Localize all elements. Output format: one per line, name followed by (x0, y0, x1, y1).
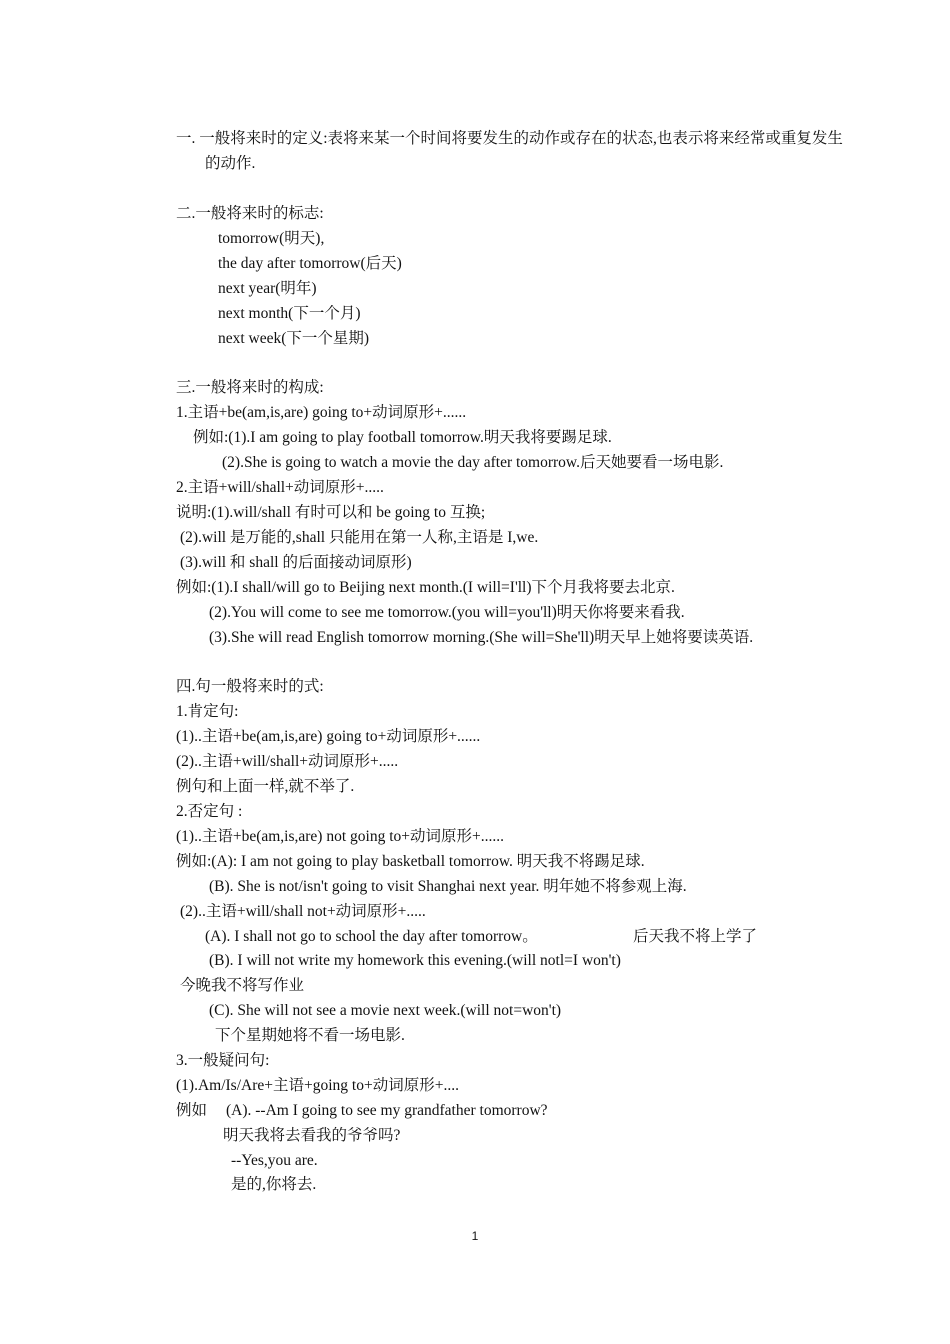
text-line: (B). I will not write my homework this evening.(will notl=I won't) (209, 952, 621, 969)
text-line: 例如 (176, 1102, 208, 1119)
text-line: 例如:(1).I shall/will go to Beijing next month.(I will=I'll)下个月我将要去北京. (176, 579, 675, 596)
text-line: 1.肯定句: (176, 703, 239, 720)
text-line-translation: 后天我不将上学了 (633, 928, 758, 945)
text-line: (2)..主语+will/shall+动词原形+..... (176, 753, 399, 770)
marker-item: next year(明年) (218, 280, 317, 297)
text-line: (1)..主语+be(am,is,are) going to+动词原形+...... (176, 728, 481, 745)
text-line: 3.一般疑问句: (176, 1052, 270, 1069)
text-line: 2.主语+will/shall+动词原形+..... (176, 479, 384, 496)
text-line: 例句和上面一样,就不举了. (176, 778, 355, 795)
text-line: 例如:(1).I am going to play football tomorrow.明天我将要踢足球. (193, 429, 612, 446)
marker-item: next week(下一个星期) (218, 330, 370, 347)
section-2-heading: 二.一般将来时的标志: (176, 205, 324, 222)
text-line: (2).will 是万能的,shall 只能用在第一人称,主语是 I,we. (180, 529, 539, 546)
marker-item: tomorrow(明天), (218, 230, 325, 247)
section-3-heading: 三.一般将来时的构成: (176, 379, 324, 396)
text-line: 下个星期她将不看一场电影. (215, 1027, 405, 1044)
text-line: --Yes,you are. (231, 1152, 318, 1169)
page-number: 1 (471, 1229, 479, 1243)
text-line: 例如:(A): I am not going to play basketball tomorrow. 明天我不将踢足球. (176, 853, 645, 870)
text-line: (3).will 和 shall 的后面接动词原形) (180, 554, 412, 571)
marker-item: next month(下一个月) (218, 305, 361, 322)
text-line: (2)..主语+will/shall not+动词原形+..... (180, 903, 426, 920)
text-line: 今晚我不将写作业 (180, 977, 305, 994)
text-line: (2).She is going to watch a movie the day after tomorrow.后天她要看一场电影. (222, 454, 724, 471)
text-line: 1.主语+be(am,is,are) going to+动词原形+...... (176, 404, 467, 421)
section-1-heading-cont: 的动作. (205, 155, 256, 172)
text-line: (1).Am/Is/Are+主语+going to+动词原形+.... (176, 1077, 459, 1094)
section-4-heading: 四.句一般将来时的式: (176, 678, 324, 695)
text-line: (B). She is not/isn't going to visit Shanghai next year. 明年她不将参观上海. (209, 878, 687, 895)
marker-item: the day after tomorrow(后天) (218, 255, 402, 272)
text-line: 明天我将去看我的爷爷吗? (223, 1127, 401, 1144)
text-line: (1)..主语+be(am,is,are) not going to+动词原形+...... (176, 828, 504, 845)
text-line: (A). --Am I going to see my grandfather tomorrow? (226, 1102, 548, 1119)
text-line: (2).You will come to see me tomorrow.(you will=you'll)明天你将要来看我. (209, 604, 685, 621)
section-1-heading: 一. 一般将来时的定义:表将来某一个时间将要发生的动作或存在的状态,也表示将来经常或重复发生 (176, 130, 843, 147)
text-line: (A). I shall not go to school the day after tomorrow。 (205, 928, 538, 945)
text-line: (3).She will read English tomorrow morning.(She will=She'll)明天早上她将要读英语. (209, 629, 754, 646)
text-line: (C). She will not see a movie next week.(will not=won't) (209, 1002, 562, 1019)
text-line: 说明:(1).will/shall 有时可以和 be going to 互换; (176, 504, 486, 521)
text-line: 是的,你将去. (231, 1176, 317, 1193)
text-line: 2.否定句 : (176, 803, 243, 820)
